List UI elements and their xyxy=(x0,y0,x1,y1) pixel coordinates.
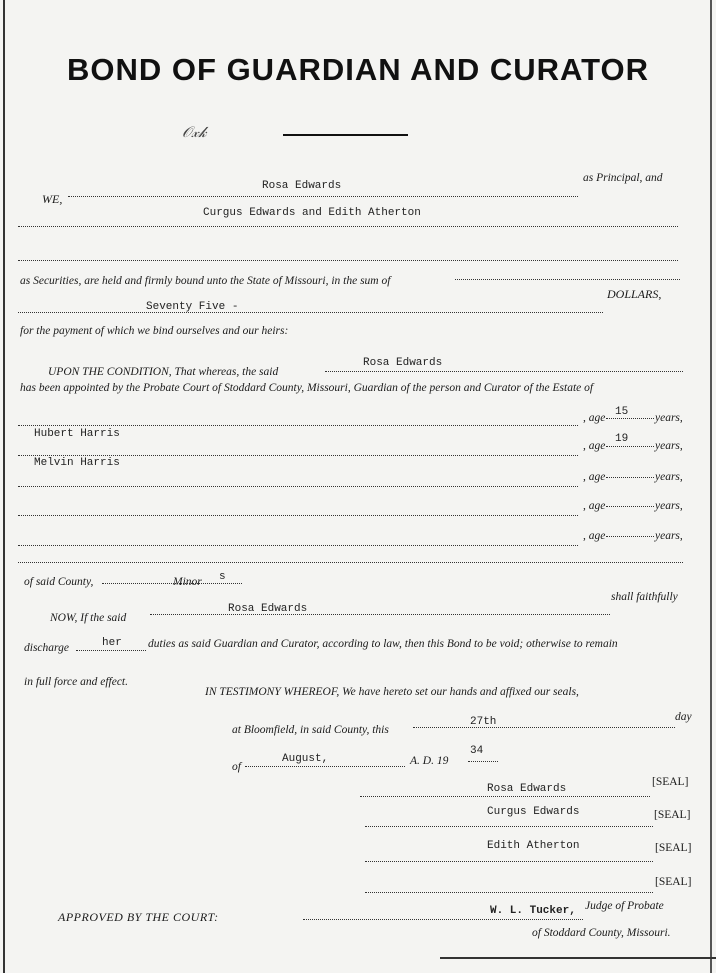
discharge-label: discharge xyxy=(24,642,69,654)
ward-3-age-label: , age xyxy=(583,471,606,483)
day-value: 27th xyxy=(470,716,497,728)
ward-line-5 xyxy=(18,545,578,546)
ward-2-age-label: , age xyxy=(583,440,606,452)
ward-line-3 xyxy=(18,486,578,487)
sum-line xyxy=(455,279,680,280)
ward-4-age-line xyxy=(606,506,654,507)
court-county: of Stoddard County, Missouri. xyxy=(532,927,671,939)
year-line xyxy=(468,761,498,762)
ward-1-name: Hubert Harris xyxy=(34,428,120,440)
ward-2-name: Melvin Harris xyxy=(34,457,120,469)
securities-line-2 xyxy=(18,260,678,261)
ward-line-6 xyxy=(18,562,683,563)
ward-2-age: 19 xyxy=(615,433,629,445)
day-label: day xyxy=(675,711,692,723)
bond-amount: Seventy Five - xyxy=(146,301,239,313)
bottom-rule xyxy=(440,957,716,959)
seal-4: [SEAL] xyxy=(655,876,692,888)
minor-line xyxy=(102,583,242,584)
day-line xyxy=(413,727,675,728)
ward-3-years-label: years, xyxy=(655,471,683,483)
principal-line xyxy=(68,196,578,197)
of-label: of xyxy=(232,761,241,773)
left-border xyxy=(3,0,5,973)
approved-label: APPROVED BY THE COURT: xyxy=(58,910,219,924)
dollars-label: DOLLARS, xyxy=(607,287,662,301)
county-label: of said County, xyxy=(24,576,94,588)
ward-5-years-label: years, xyxy=(655,530,683,542)
ward-2-years-label: years, xyxy=(655,440,683,452)
ward-1-age-label: , age xyxy=(583,412,606,424)
guardian-line xyxy=(325,371,683,372)
ward-1-age-line xyxy=(606,418,654,419)
ward-1-age: 15 xyxy=(615,406,629,418)
as-principal-label: as Principal, and xyxy=(583,172,663,184)
judge-line xyxy=(303,919,583,920)
guardian-name: Rosa Edwards xyxy=(363,357,443,369)
year-value: 34 xyxy=(470,745,484,757)
ward-4-years-label: years, xyxy=(655,500,683,512)
signature-line-2 xyxy=(365,826,653,827)
ward-5-age-label: , age xyxy=(583,530,606,542)
pronoun-line xyxy=(76,650,146,651)
appointment-clause: has been appointed by the Probate Court of Stoddard County, Missouri, Guardian of the person and Curator of the Estate of xyxy=(20,382,594,394)
securities-clause: as Securities, are held and firmly bound unto the State of Missouri, in the sum of xyxy=(20,275,391,287)
place-clause: at Bloomfield, in said County, this xyxy=(232,724,389,736)
now-clause: NOW, If the said xyxy=(50,612,127,624)
we-label: WE, xyxy=(42,192,63,206)
ward-line-1 xyxy=(18,425,578,426)
ward-1-years-label: years, xyxy=(655,412,683,424)
securities-names: Curgus Edwards and Edith Atherton xyxy=(203,207,421,219)
signature-3: Edith Atherton xyxy=(487,840,580,852)
testimony-clause: IN TESTIMONY WHEREOF, We have hereto set our hands and affixed our seals, xyxy=(205,686,579,698)
month-line xyxy=(245,766,405,767)
judge-title: Judge of Probate xyxy=(585,900,664,912)
ward-2-age-line xyxy=(606,446,654,447)
ward-4-age-label: , age xyxy=(583,500,606,512)
minor-suffix: s xyxy=(219,571,226,583)
condition-clause: UPON THE CONDITION, That whereas, the said xyxy=(48,366,279,378)
amount-line xyxy=(18,312,603,313)
year-label: A. D. 19 xyxy=(410,755,449,767)
right-border xyxy=(710,0,712,973)
full-force-label: in full force and effect. xyxy=(24,676,129,688)
principal-name: Rosa Edwards xyxy=(262,180,342,192)
month-value: August, xyxy=(282,753,329,765)
handwritten-mark: 𝒪𝓍𝓀 xyxy=(182,125,207,141)
ward-line-4 xyxy=(18,515,578,516)
seal-2: [SEAL] xyxy=(654,809,691,821)
judge-signature: W. L. Tucker, xyxy=(490,905,576,917)
signature-1: Rosa Edwards xyxy=(487,783,567,795)
faithfully-label: shall faithfully xyxy=(611,591,678,603)
now-line xyxy=(150,614,610,615)
ward-5-age-line xyxy=(606,536,654,537)
seal-3: [SEAL] xyxy=(655,842,692,854)
payment-clause: for the payment of which we bind ourselves and our heirs: xyxy=(20,325,289,337)
signature-line-4 xyxy=(365,892,653,893)
title-underline xyxy=(283,134,408,136)
ward-line-2 xyxy=(18,455,578,456)
now-principal: Rosa Edwards xyxy=(228,603,308,615)
minor-label: Minor xyxy=(173,576,202,588)
ward-3-age-line xyxy=(606,477,654,478)
pronoun: her xyxy=(102,637,122,649)
document-title: BOND OF GUARDIAN AND CURATOR xyxy=(67,52,649,87)
duties-clause: duties as said Guardian and Curator, according to law, then this Bond to be void; otherwise to remain xyxy=(148,638,618,650)
securities-line-1 xyxy=(18,226,678,227)
signature-line-3 xyxy=(365,861,653,862)
signature-2: Curgus Edwards xyxy=(487,806,580,818)
signature-line-1 xyxy=(360,796,650,797)
seal-1: [SEAL] xyxy=(652,776,689,788)
